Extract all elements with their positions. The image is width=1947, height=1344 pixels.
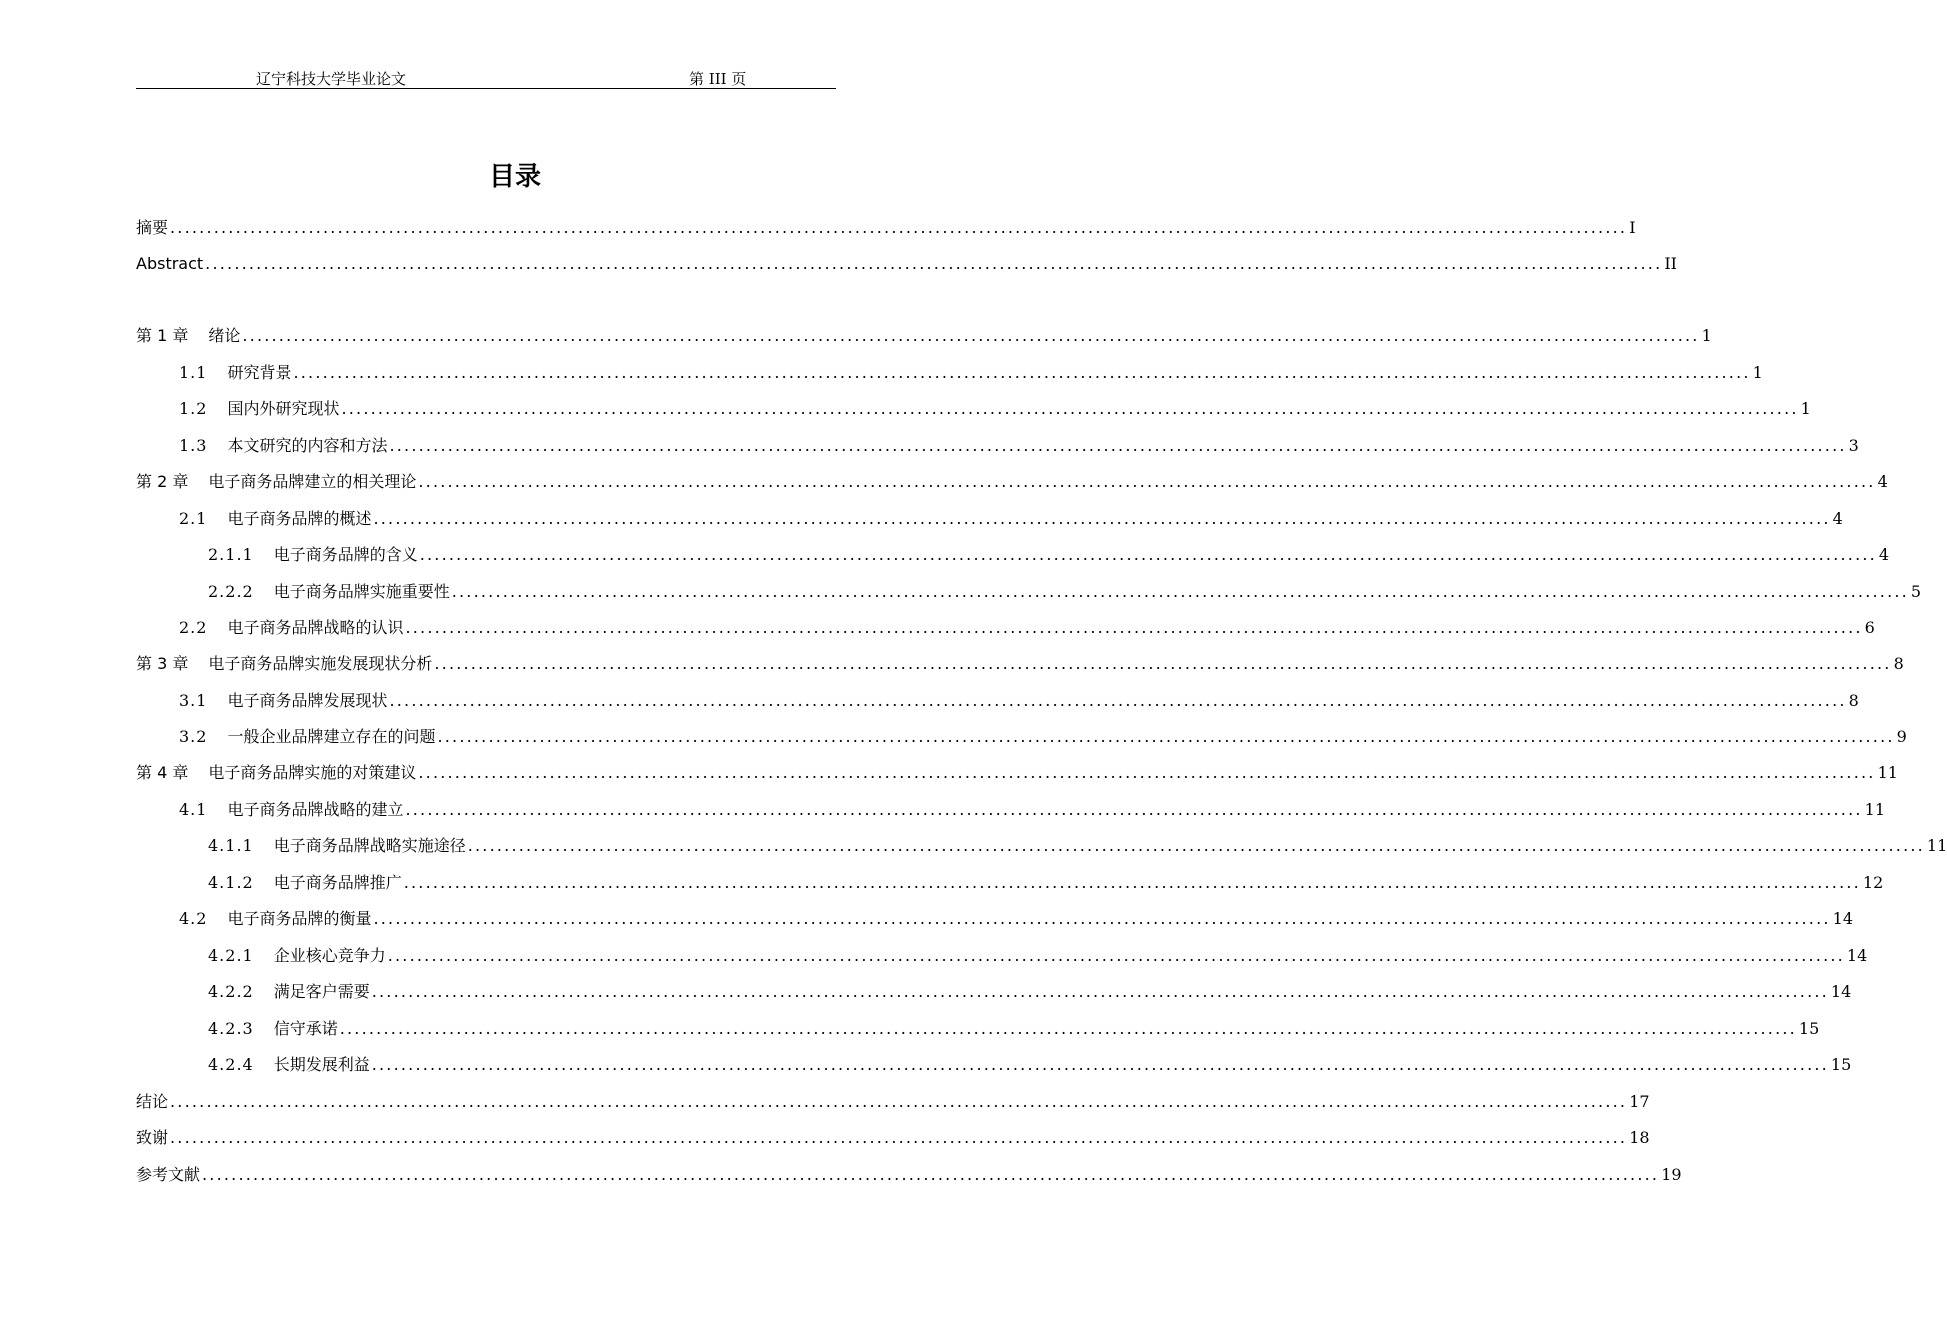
toc-entry-number: 第 2 章 bbox=[136, 472, 189, 491]
toc-entry-number: 2.2 bbox=[179, 618, 208, 637]
toc-entry-number: 1.3 bbox=[179, 436, 208, 455]
toc-dot-leader: ........................................................................................................................................................................................................ bbox=[434, 654, 1892, 673]
toc-dot-leader: ........................................................................................................................................................................................................ bbox=[405, 618, 1863, 637]
toc-entry[interactable] bbox=[208, 979, 1852, 1005]
toc-dot-leader: ........................................................................................................................................................................................................ bbox=[371, 1055, 1829, 1074]
toc-dot-leader: ........................................................................................................................................................................................................ bbox=[418, 472, 1876, 491]
toc-entry-number: 1.1 bbox=[179, 363, 208, 382]
toc-entry-number: 4.1.2 bbox=[208, 873, 254, 892]
toc-entry[interactable] bbox=[179, 433, 1859, 459]
toc-dot-leader: ........................................................................................................................................................................................................ bbox=[387, 946, 1845, 965]
toc-entry-page: 8 bbox=[1893, 654, 1904, 673]
toc-entry-page: 19 bbox=[1661, 1165, 1682, 1184]
toc-dot-leader: ........................................................................................................................................................................................................ bbox=[373, 509, 1831, 528]
toc-entry[interactable] bbox=[208, 542, 1890, 568]
toc-entry-title: 电子商务品牌实施重要性 bbox=[273, 582, 450, 601]
toc-entry-page: 4 bbox=[1832, 509, 1843, 528]
toc-entry-title: 国内外研究现状 bbox=[227, 399, 340, 418]
toc-entry[interactable] bbox=[179, 724, 1907, 750]
toc-entry-page: 12 bbox=[1862, 873, 1884, 892]
toc-entry[interactable] bbox=[136, 651, 1904, 677]
toc-entry-page: 8 bbox=[1848, 691, 1859, 710]
toc-entry-number: 第 4 章 bbox=[136, 763, 189, 782]
toc-entry[interactable] bbox=[179, 688, 1859, 714]
toc-entry[interactable] bbox=[136, 251, 1677, 277]
toc-entry-page: II bbox=[1664, 254, 1677, 273]
toc-entry-number: 2.1.1 bbox=[208, 545, 254, 564]
toc-dot-leader: ........................................................................................................................................................................................................ bbox=[389, 436, 1847, 455]
toc-dot-leader: ........................................................................................................................................................................................................ bbox=[339, 1019, 1797, 1038]
toc-entry[interactable] bbox=[179, 906, 1854, 932]
toc-dot-leader: ........................................................................................................................................................................................................ bbox=[403, 873, 1861, 892]
toc-entry-page: 9 bbox=[1896, 727, 1907, 746]
toc-entry-title: 电子商务品牌实施发展现状分析 bbox=[208, 654, 433, 673]
toc-entry-title: 电子商务品牌建立的相关理论 bbox=[208, 472, 417, 491]
toc-entry-title: 电子商务品牌实施的对策建议 bbox=[208, 763, 417, 782]
toc-dot-leader: ........................................................................................................................................................................................................ bbox=[451, 582, 1909, 601]
toc-entry-title: 电子商务品牌战略实施途径 bbox=[273, 836, 466, 855]
header-thesis-name: 辽宁科技大学毕业论文 bbox=[256, 70, 407, 88]
toc-entry[interactable] bbox=[179, 797, 1886, 823]
toc-entry-number: 4.1 bbox=[179, 800, 208, 819]
toc-entry[interactable] bbox=[179, 396, 1811, 422]
toc-entry-number: 4.2.3 bbox=[208, 1019, 254, 1038]
toc-entry-title: 研究背景 bbox=[227, 363, 292, 382]
toc-entry-title: 致谢 bbox=[136, 1128, 169, 1147]
toc-dot-leader: ........................................................................................................................................................................................................ bbox=[373, 909, 1831, 928]
toc-entry[interactable] bbox=[136, 1162, 1682, 1188]
toc-entry-title: 电子商务品牌的含义 bbox=[273, 545, 418, 564]
toc-entry-page: 15 bbox=[1798, 1019, 1820, 1038]
toc-entry-number: 4.2.2 bbox=[208, 982, 254, 1001]
toc-dot-leader: ........................................................................................................................................................................................................ bbox=[389, 691, 1847, 710]
toc-dot-leader: ........................................................................................................................................................................................................ bbox=[205, 254, 1663, 273]
toc-entry-title: 参考文献 bbox=[136, 1165, 201, 1184]
toc-dot-leader: ........................................................................................................................................................................................................ bbox=[467, 836, 1925, 855]
toc-entry[interactable] bbox=[136, 760, 1898, 786]
toc-entry[interactable] bbox=[179, 615, 1875, 641]
toc-dot-leader: ........................................................................................................................................................................................................ bbox=[242, 326, 1700, 345]
toc-entry-page: 11 bbox=[1877, 763, 1898, 782]
toc-entry-number: 4.2 bbox=[179, 909, 208, 928]
toc-entry-number: 2.2.2 bbox=[208, 582, 254, 601]
header-rule bbox=[136, 88, 836, 89]
toc-entry-number: 4.1.1 bbox=[208, 836, 254, 855]
toc-entry-title: 企业核心竞争力 bbox=[273, 946, 386, 965]
toc-dot-leader: ........................................................................................................................................................................................................ bbox=[371, 982, 1829, 1001]
toc-entry-number: 3.1 bbox=[179, 691, 208, 710]
toc-entry-page: I bbox=[1629, 218, 1636, 237]
toc-entry-page: 4 bbox=[1878, 545, 1890, 564]
toc-entry-number: 2.1 bbox=[179, 509, 208, 528]
toc-dot-leader: ........................................................................................................................................................................................................ bbox=[418, 763, 1876, 782]
toc-entry[interactable] bbox=[136, 323, 1712, 349]
toc-entry-number: 4.2.1 bbox=[208, 946, 254, 965]
toc-entry-title: 电子商务品牌战略的认识 bbox=[227, 618, 404, 637]
toc-entry-page: 5 bbox=[1910, 582, 1922, 601]
toc-entry[interactable] bbox=[136, 1125, 1650, 1151]
toc-entry-title: 一般企业品牌建立存在的问题 bbox=[227, 727, 436, 746]
toc-entry-page: 15 bbox=[1830, 1055, 1852, 1074]
toc-entry-title: 电子商务品牌的概述 bbox=[227, 509, 372, 528]
toc-entry-title: 电子商务品牌发展现状 bbox=[227, 691, 388, 710]
toc-entry-number: 第 3 章 bbox=[136, 654, 189, 673]
toc-entry[interactable] bbox=[136, 215, 1636, 241]
toc-entry-title: 本文研究的内容和方法 bbox=[227, 436, 388, 455]
toc-entry-number: 1.2 bbox=[179, 399, 208, 418]
toc-entry-title: 电子商务品牌推广 bbox=[273, 873, 402, 892]
toc-entry-number: 第 1 章 bbox=[136, 326, 189, 345]
toc-dot-leader: ........................................................................................................................................................................................................ bbox=[419, 545, 1877, 564]
toc-dot-leader: ........................................................................................................................................................................................................ bbox=[170, 1092, 1628, 1111]
page-header bbox=[136, 68, 836, 88]
toc-entry-page: 4 bbox=[1877, 472, 1888, 491]
toc-entry[interactable] bbox=[208, 833, 1947, 859]
toc-entry[interactable] bbox=[179, 506, 1843, 532]
toc-entry-title: 长期发展利益 bbox=[273, 1055, 370, 1074]
toc-entry[interactable] bbox=[136, 469, 1888, 495]
toc-entry-page: 1 bbox=[1752, 363, 1763, 382]
toc-dot-leader: ........................................................................................................................................................................................................ bbox=[293, 363, 1751, 382]
toc-entry-page: 11 bbox=[1864, 800, 1886, 819]
toc-entry[interactable] bbox=[208, 943, 1868, 969]
toc-entry-number: 4.2.4 bbox=[208, 1055, 254, 1074]
toc-entry-page: 17 bbox=[1629, 1092, 1650, 1111]
toc-dot-leader: ........................................................................................................................................................................................................ bbox=[437, 727, 1895, 746]
page-title: 目录 bbox=[488, 162, 541, 192]
toc-dot-leader: ........................................................................................................................................................................................................ bbox=[170, 218, 1628, 237]
toc-entry-page: 1 bbox=[1701, 326, 1712, 345]
toc-dot-leader: ........................................................................................................................................................................................................ bbox=[202, 1165, 1660, 1184]
toc-entry-title: 满足客户需要 bbox=[273, 982, 370, 1001]
toc-entry-page: 14 bbox=[1832, 909, 1854, 928]
toc-entry-title: 电子商务品牌战略的建立 bbox=[227, 800, 404, 819]
toc-entry-page: 6 bbox=[1864, 618, 1875, 637]
toc-dot-leader: ........................................................................................................................................................................................................ bbox=[170, 1128, 1628, 1147]
toc-entry[interactable] bbox=[208, 870, 1884, 896]
toc-entry-page: 14 bbox=[1846, 946, 1868, 965]
toc-dot-leader: ........................................................................................................................................................................................................ bbox=[341, 399, 1799, 418]
toc-entry-title: 信守承诺 bbox=[273, 1019, 338, 1038]
toc-entry[interactable] bbox=[208, 579, 1922, 605]
toc-entry-page: 18 bbox=[1629, 1128, 1650, 1147]
toc-entry-page: 11 bbox=[1926, 836, 1947, 855]
toc-entry[interactable] bbox=[208, 1052, 1852, 1078]
toc-entry-title: 结论 bbox=[136, 1092, 169, 1111]
toc-entry-title: Abstract bbox=[136, 254, 204, 273]
toc-entry[interactable] bbox=[179, 360, 1763, 386]
toc-entry-page: 1 bbox=[1800, 399, 1811, 418]
toc-entry-title: 摘要 bbox=[136, 218, 169, 237]
toc-entry-page: 3 bbox=[1848, 436, 1859, 455]
toc-entry-page: 14 bbox=[1830, 982, 1852, 1001]
toc-entry-number: 3.2 bbox=[179, 727, 208, 746]
toc-entry[interactable] bbox=[136, 1089, 1650, 1115]
toc-entry[interactable] bbox=[208, 1016, 1820, 1042]
toc-dot-leader: ........................................................................................................................................................................................................ bbox=[405, 800, 1863, 819]
toc-entry-title: 电子商务品牌的衡量 bbox=[227, 909, 372, 928]
toc-entry-title: 绪论 bbox=[208, 326, 241, 345]
header-page-number: 第 III 页 bbox=[689, 70, 747, 88]
